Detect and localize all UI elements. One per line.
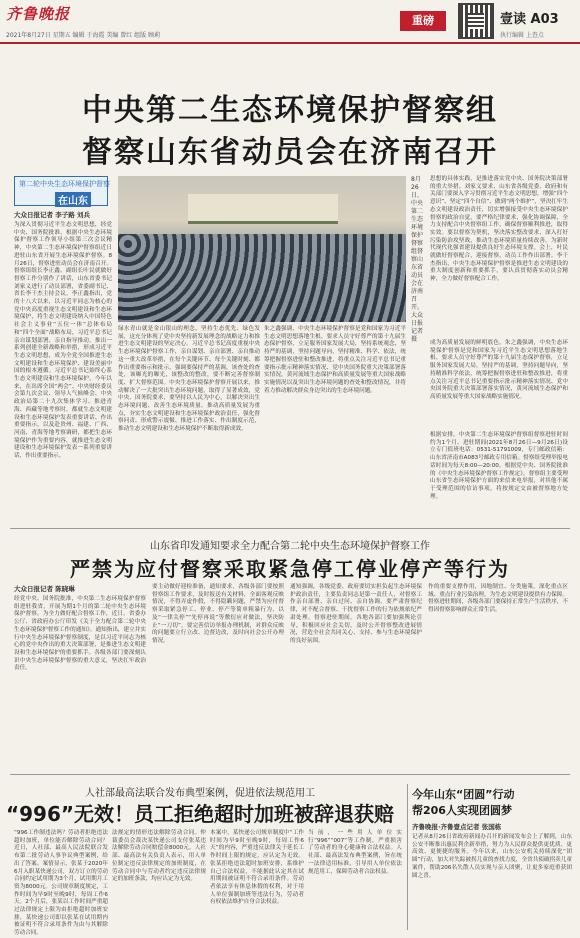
column-label-small: 第二轮中央生态环境保护督察 bbox=[19, 180, 110, 188]
story3-column-2: 法规定的情形违法解除劳动合同。仲裁委员会裁决某快递公司支付张某违法解除劳动合同赔偿金8000元。人社部、最高法有关负责人表示，用人单位制定违反法律规定的加班制度，在劳动合同中与劳动者约定违反法律规定的加班条款，均应认定为无效。 bbox=[112, 830, 206, 883]
story2-column-1: 经党中央、国务院批准，中央第二生态环境保护督察组进驻我省，开展为期1个月的第二轮中央生态环境保护督察。为全力做好配合督察工作，近日，省委办公厅、省政府办公厅印发《关于全力配合第二轮中央生态环境保护督察工作的通知》。通知指出，建立并实行中央生态环境保护督察制度，是以习近平同志为核心的党中央作出的重大决策部署，是推进生态文明建设和生态环境保护的重要抓手。各级各部门要深刻认识中央生态环境保护督察的重大意义，坚决扛牢政治责任。 bbox=[14, 596, 146, 672]
story3-column-3: 本案中，某快递公司规章制度中“工作时间为早9时至晚9时，每周工作6天”的内容，严重违反法律关于延长工作时间上限的规定，应认定为无效。张某拒绝违法超时加班安排，系维护自己合法权益，不能据此认定其在试用期间被证明不符合录用条件。劳动者依法享有休息休假的权利，对于用人单位强制加班等违法行为，劳动者有权依法维护自身合法权益。 bbox=[210, 830, 304, 906]
photo-stage bbox=[188, 194, 338, 224]
story1-column-6: 根据安排，中央第二生态环境保护督察组督察进驻时间约为1个月。进驻期间(2021年8月26日—9月26日)设立专门值班电话：0531-51791009，专门邮政信箱：山东省济南市A083号邮政专用信箱。督察组受理举报电话时间为每天8:00—20:00。根据党中央、国务院批准的《中央生态环境保护督察工作规定》，督察组主要受理山东省生态环境保护方面的来信来电举报，对其他不属于受理范围的信访事项，将按规定交由被督察地方处理。 bbox=[430, 432, 568, 500]
story3-column-4: 当前，一些用人单位实行“996”“007”等工作制，严重损害了劳动者的身心健康和合法权益。人社部、最高法发布典型案例，旨在统一法律适用标准，引导用人单位依法规范用工，保障劳动者合法权益。 bbox=[308, 830, 402, 875]
story4-body: 记者从8月26日省政府新闻办召开的新闻发布会上了解到，山东公安不断推出惠民利企新举措，努力为人民群众提供更优质、更高效、更便捷的服务。今年以来，山东公安机关持续深化“团圆”行动，加大对失踪被拐儿童的查找力度，全省共侦破拐卖儿童案件，帮助206名失散人员实现与亲人团聚，让更多家庭重获团圆之喜。 bbox=[412, 834, 572, 879]
dateline: 2021年8月27日 星期五 编辑 于海霞 美编 曾红 组版 顾莉 bbox=[6, 32, 161, 39]
story4-byline: 齐鲁晚报·齐鲁壹点记者 张国栋 bbox=[412, 823, 502, 831]
story1-byline: 大众日报记者 李子路 刘兵 bbox=[14, 211, 91, 219]
meeting-photo bbox=[118, 176, 406, 322]
main-headline-line2: 督察山东省动员会在济南召开 bbox=[82, 135, 498, 170]
masthead bbox=[0, 0, 580, 44]
editors-line: 执行编辑 上查点 bbox=[500, 32, 544, 39]
story3-column-1: “996工作制违法吗？劳动者拒绝违法超时加班，单位能否解除劳动合同？近日，人社部、最高人民法院联合发布第二批劳动人事争议典型案例，给出了答案。案情显示，张某于2020年6月入职某快递公司，双方订立的劳动合同约定试用期为3个月，试用期月工资为8000元。公司规章制度规定，工作时间为早9时至晚9时，每周工作6天。2个月后，张某以工作时间严重超过法律规定上限为由拒绝超时加班安排，某快递公司即以张某在试用期内被证明不符合录用条件为由与其解除劳动合同。 bbox=[14, 830, 108, 937]
column-label-big: 在山东 bbox=[55, 192, 91, 207]
divider bbox=[10, 528, 570, 529]
story3-headline: “996”无效！员工拒绝超时加班被辞退获赔 bbox=[5, 802, 395, 826]
section-tag: 重磅 bbox=[400, 11, 446, 31]
photo-audience bbox=[118, 234, 406, 322]
story2-column-3: 通知强调，各级党委、政府要切实担负起生态环境保护政治责任，主要负责同志是第一责任人，对督察工作亲自部署、亲自过问、亲自协调。要严肃督察纪律，对不配合督察、干扰督察工作的行为依规依纪严肃处理。督察进驻期间，各地各部门要加强舆论引导，积极回应社会关切，及时公开督察整改进展情况，营造全社会共同关心、支持、参与生态环境保护的良好氛围。 bbox=[290, 584, 422, 644]
story4-headline-line1: 今年山东“团圆”行动 bbox=[412, 788, 515, 801]
story1-column-5: 成为高质量发展的鲜明底色。朱之鑫强调，中央生态环境保护督察是党和国家为习近平生态文明思想落地生根、要求人员守好尊严的第十九届生态保护督察，立足服务国家发展大局，坚持严的基调，坚持问题导向，坚持精准科学依法，统筹把握督察进驻和整改推进，将重点关注习近平总书记重要指示批示精神落实情况、党中央国务院重大决策部署落实情况，黄河流域生态保护和高质量发展等重大国家战略实施情况。 bbox=[430, 340, 568, 400]
story1-column-3: 思想的具体实践，是推进落实党中央、国务院决策部署的重大举措。刘家义要求，山东省各级党委、政府和有关部门要深入学习贯彻习近平生态文明思想，增强“四个意识”、坚定“四个自信”、做到“两个维护”，坚决扛牢生态文明建设政治责任，切实增强接受中央生态环境保护督察的政治自觉，要严格纪律要求，强化协调保障，全力支持配合中央督察组工作，确保督察顺利推进，取得实效。要以督察为契机，坚决落实整改要求，深入打好污染防治攻坚战，推动生态环境质量持续改善，为新时代现代化强省建设提供良好生态环境支撑。会上，叶民就做好督察配合，迎接督察，动员工作作出部署。李干杰指出，中央生态环境保护督察是推进生态文明建设的重大制度创新和重要抓手，要认真贯彻落实动员会精神，全力做好督察配合工作。 bbox=[430, 176, 568, 283]
story2-column-2: 要主动做好迎检准备，通知要求，各级各部门要按照督察组工作要求，及时报送有关材料，全面客观反映情况，不得弄虚作假，不得隐瞒问题，严禁为应付督察采取紧急停工、停业、停产等简单粗暴行为，以及“一律关停”“先停再说”等敷衍应对做法，坚决防止“一刀切”。要完善信访举报办理机制，对群众反映的问题要立行立改、边督边改，及时向社会公开办理情况。 bbox=[152, 584, 284, 644]
story3-subhead: 人社部最高法联合发布典型案例，促进依法规范用工 bbox=[85, 788, 315, 799]
page-id: 壹读 A03 bbox=[500, 12, 559, 27]
story2-headline: 严禁为应付督察采取紧急停工停业停产等行为 bbox=[70, 557, 510, 581]
story2-byline: 大众日报记者 陈晓琳 bbox=[14, 585, 75, 593]
story4-headline-line2: 帮206人实现团圆梦 bbox=[412, 804, 512, 817]
story2-column-4: 作的重要支撑作用，因地制宜、分类施策，深化重点区域、重点行业污染治理，为生态文明建设提供有力保障。督察进驻期间，各级各部门要保持正常生产生活秩序，不得因督察影响群众正常生活。 bbox=[428, 584, 568, 614]
story1-column-1: 为深入贯彻习近平生态文明思想，经党中央、国务院批准，根据中央生态环境保护督察工作领导小组第三次会议精神，中央第二生态环境保护督察组近日进驻山东省开展生态环境保护督察。8月26日，督察进驻动员会在济南召开。督察组组长李正鑫、副组长叶民就做好督察工作分别作了讲话，山东省委书记刘家义进行了动员部署，省委副书记、省长李干杰主持会议。李正鑫指出，党的十八大以来，以习近平同志为核心的党中央高度重视生态文明建设和生态环境保护，将生态文明建设纳入中国特色社会主义事业“五位一体”总体布局和“四个全面”战略布局，习近平总书记亲自谋划部署、亲自指导推动，推出一系列创建全新战略和举措，形成习近平生态文明思想，成为全党全国推进生态文明建设和生态环境保护、建设美丽中国的根本遵循。习近平总书记始终心系生态文明建设和生态环境保护，今年以来，在出席全国“两会”、中央财经委员会第九次会议、领导人气候峰会、中央政治局第二十九次集体学习、推进青海、西藏等地考察时，都就生态文明建设和生态环境保护发表重要讲话、作出重要指示，以及赴贵州、福建、广西、河南、青海等地考察调研，都把生态环境保护作为重要内容，就推进生态文明建设和生态环境保护发表一系列重要讲话，作出重要指示。 bbox=[14, 222, 112, 460]
story1-column-4: 朱之鑫强调，中央生态环境保护督察是党和国家为习近平生态文明思想落地生根、要求人员守好尊严的第十九届生态保护督察，立足服务国家发展大局，坚持系统观念，坚持严的基调，坚持问题导向，坚持精准、科学、依法，统筹把握督察进驻和整改推进，将重点关注习近平总书记重要指示批示精神落实情况、党中央国务院重大决策部署落实情况，黄河流域生态保护和高质量发展等重大国家战略实施情况以及突出生态环境问题的查处和整改情况，并将着力推动解决群众身边突出的生态环境问题。 bbox=[264, 326, 406, 394]
main-headline-line1: 中央第二生态环境保护督察组 bbox=[82, 93, 498, 128]
qr-code-icon bbox=[458, 3, 494, 39]
newspaper-logo: 齐鲁晚报 bbox=[6, 5, 71, 23]
story2-subhead: 山东省印发通知要求全力配合第二轮中央生态环境保护督察工作 bbox=[150, 541, 430, 552]
divider bbox=[407, 784, 408, 930]
divider bbox=[10, 774, 570, 775]
column-label-box bbox=[14, 176, 108, 206]
story1-column-2: 绿水青山就是金山银山的理念，坚持生态优先、绿色发展，这充分体现了党中央坚持新发展理念的战略定力和推进生态文明建设的坚定决心。习近平总书记高度重视中央生态环境保护督察工作，亲自谋划、亲自部署、亲自推动这一重大改革举措，在每个关键环节、每个关键时刻、都作出重要指示和批示，强调要保持严的基调，该查处的查处，该曝光的曝光，该整改的整改，要不断完善督察制度、扩大督察范围。中央生态环境保护督察开展以来，推动解决了一大批突出生态环境问题，取得了显著成效，党中央、国务院要求，要坚持以人民为中心，以解决突出生态环境问题、改善生态环境质量、推动高质量发展为重点，夯实生态文明建设和生态环境保护政治责任，强化督察问责、形成警示震慑、推进工作落实、作出制度示范，推动生态文明建设和生态环境保护不断取得新成效。 bbox=[118, 326, 260, 433]
photo-caption: 8月26日，中央第二生态环境保护督察组督察山东省动员会在济南召开。大众日报记者 摄 bbox=[411, 176, 424, 343]
